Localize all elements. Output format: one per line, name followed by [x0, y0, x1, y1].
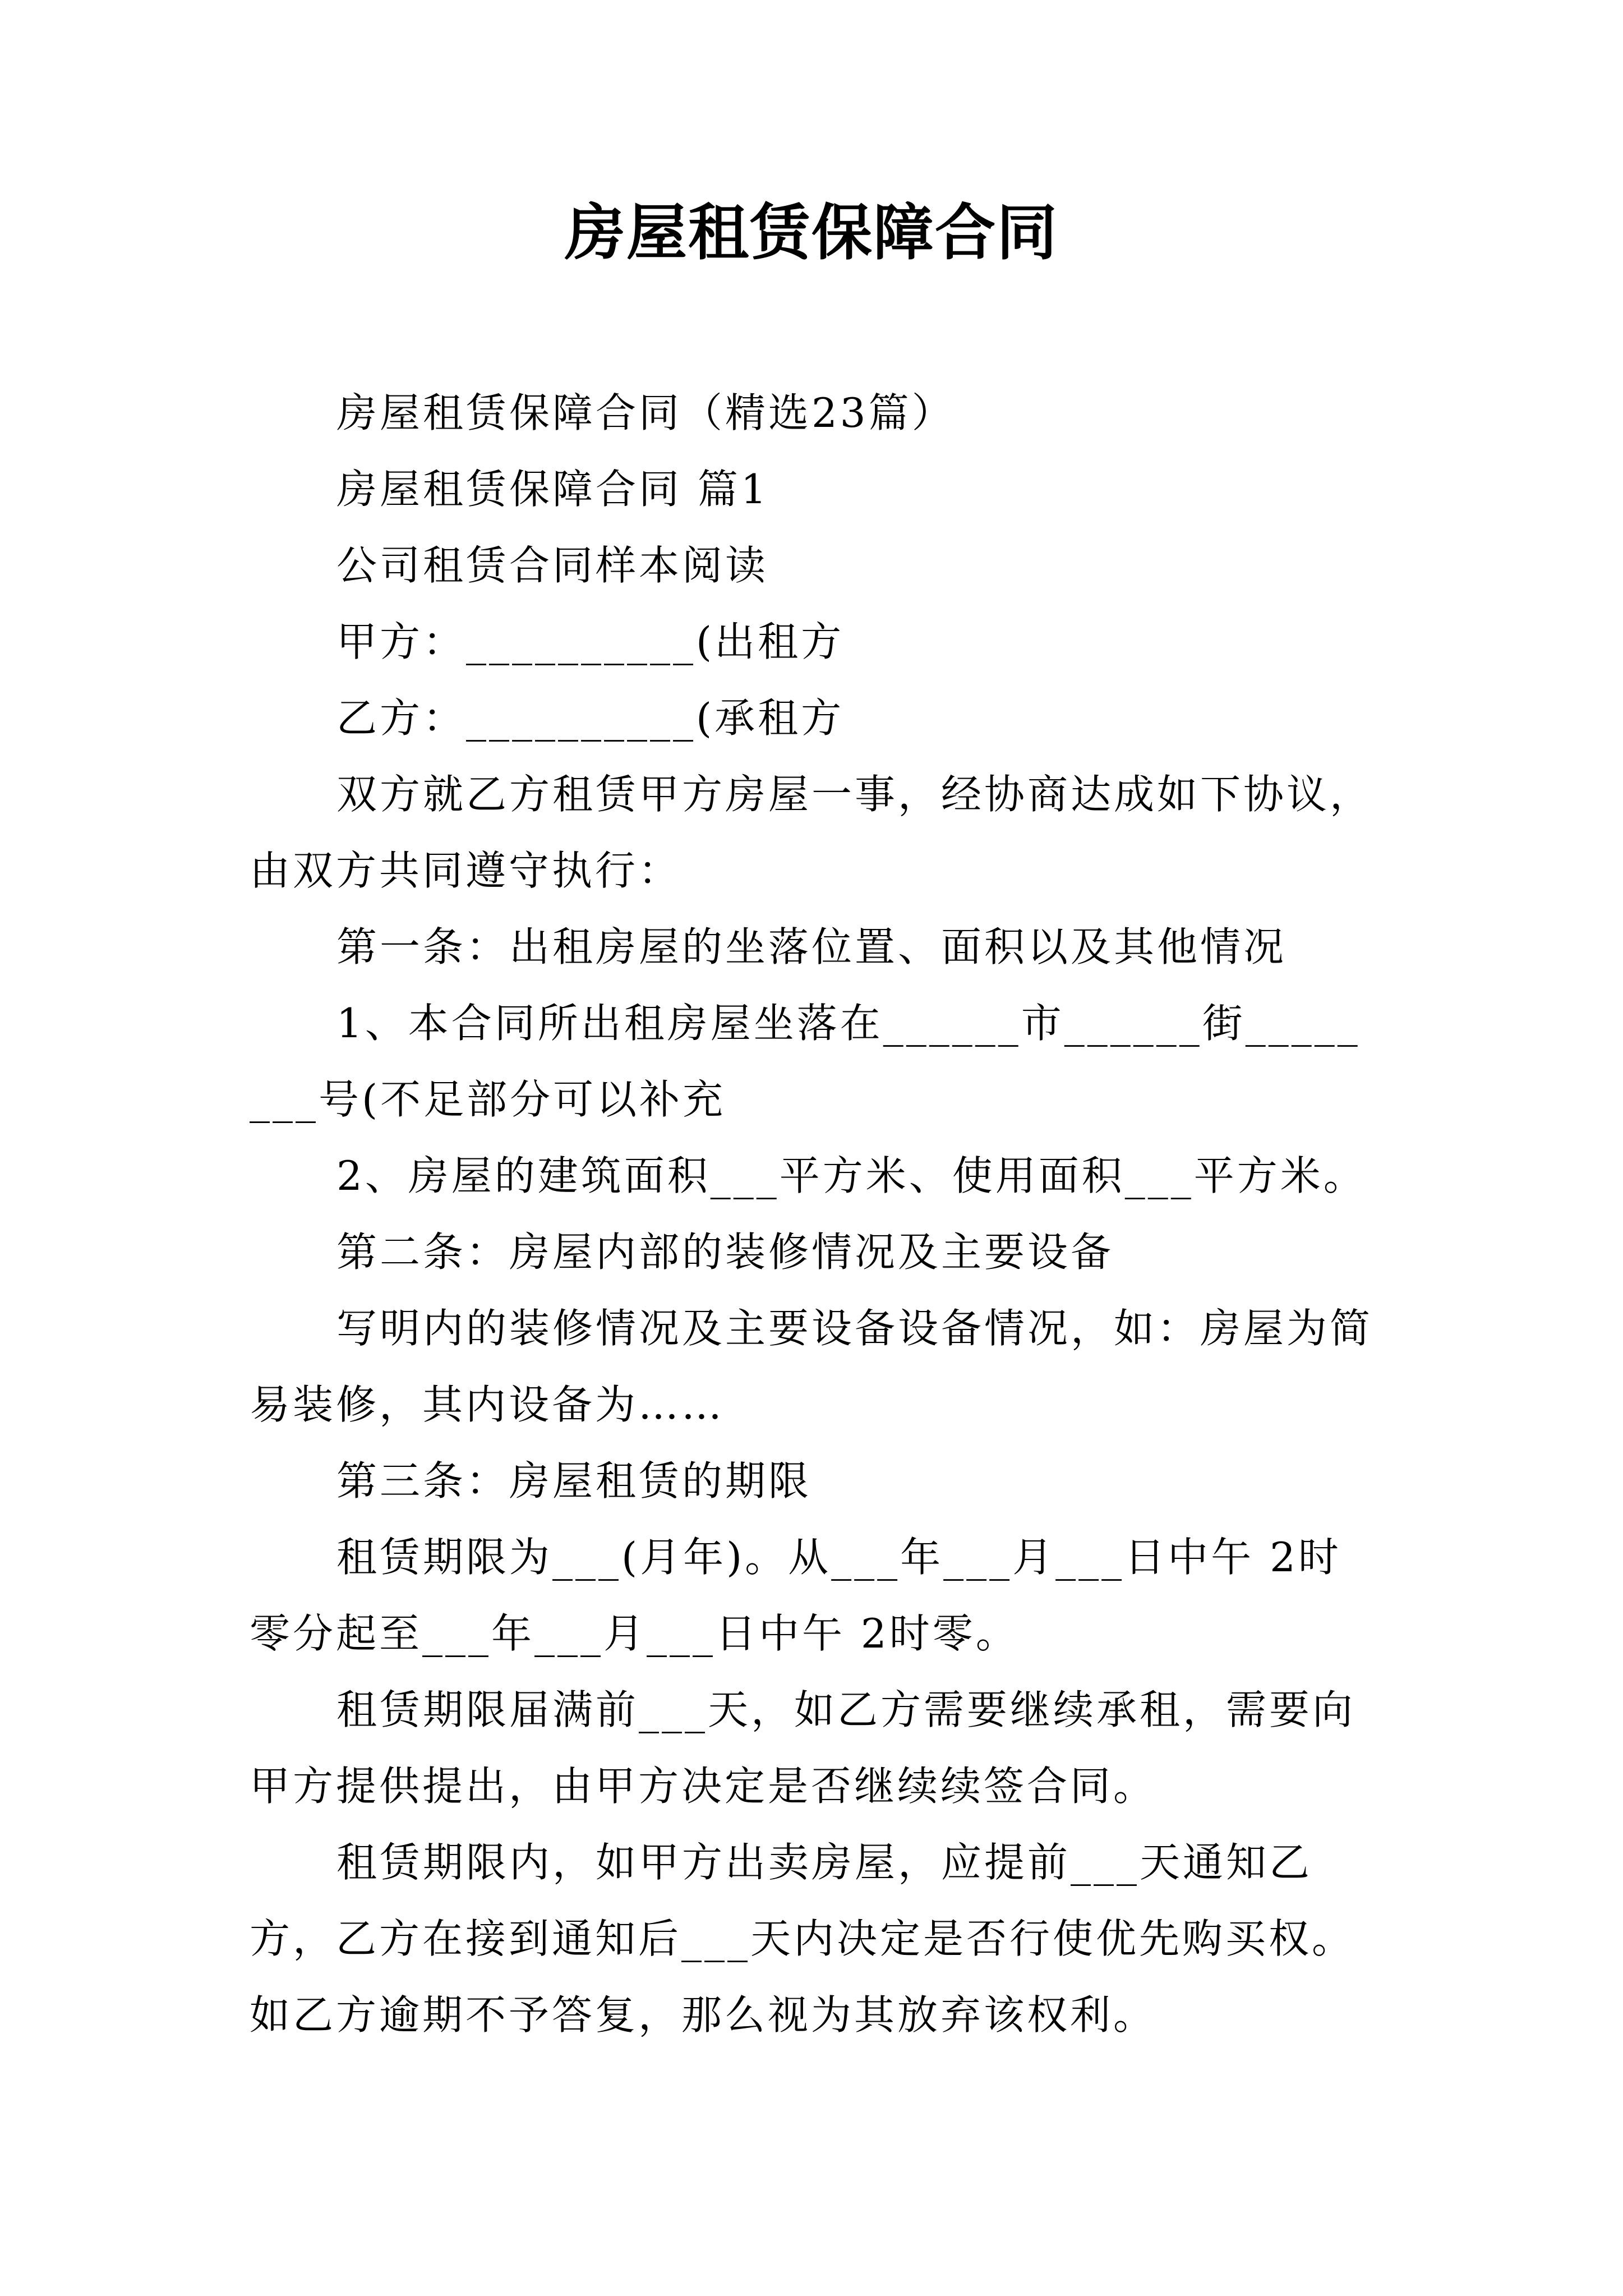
document-title: 房屋租赁保障合同: [564, 197, 1058, 268]
paragraph-article-2: 第二条：房屋内部的装修情况及主要设备: [336, 1228, 1114, 1276]
paragraph-term: 租赁期限为___(月年)。从___年___月___日中午 2时零分起至___年___月___日中午 2时零。: [250, 1534, 1341, 1657]
paragraph-subtitle: 房屋租赁保障合同（精选23篇）: [336, 389, 955, 436]
paragraph-party-b: 乙方：__________(承租方: [336, 694, 845, 742]
paragraph-article-2-body: 写明内的装修情况及主要设备设备情况，如：房屋为简易装修，其内设备为……: [250, 1305, 1373, 1428]
paragraph-clause-1-1: 1、本合同所出租房屋坐落在______市______街________号(不足部分可以补充: [250, 1000, 1361, 1123]
paragraph-sample-title: 公司租赁合同样本阅读: [336, 542, 769, 589]
paragraph-article-3: 第三条：房屋租赁的期限: [336, 1457, 812, 1504]
paragraph-article-1: 第一条：出租房屋的坐落位置、面积以及其他情况: [336, 923, 1287, 970]
paragraph-preemption: 租赁期限内，如甲方出卖房屋，应提前___天通知乙方，乙方在接到通知后___天内决定是否行使优先购买权。如乙方逾期不予答复，那么视为其放弃该权利。: [250, 1839, 1355, 2039]
paragraph-section-heading: 房屋租赁保障合同 篇1: [336, 466, 769, 513]
paragraph-party-a: 甲方：__________(出租方: [336, 618, 845, 665]
paragraph-renewal: 租赁期限届满前___天，如乙方需要继续承租，需要向甲方提供提出，由甲方决定是否继续续签合同。: [250, 1686, 1356, 1810]
paragraph-agreement-intro: 双方就乙方租赁甲方房屋一事，经协商达成如下协议，由双方共同遵守执行：: [250, 771, 1373, 894]
document-body: [250, 375, 1382, 2053]
paragraph-clause-1-2: 2、房屋的建筑面积___平方米、使用面积___平方米。: [336, 1152, 1367, 1199]
